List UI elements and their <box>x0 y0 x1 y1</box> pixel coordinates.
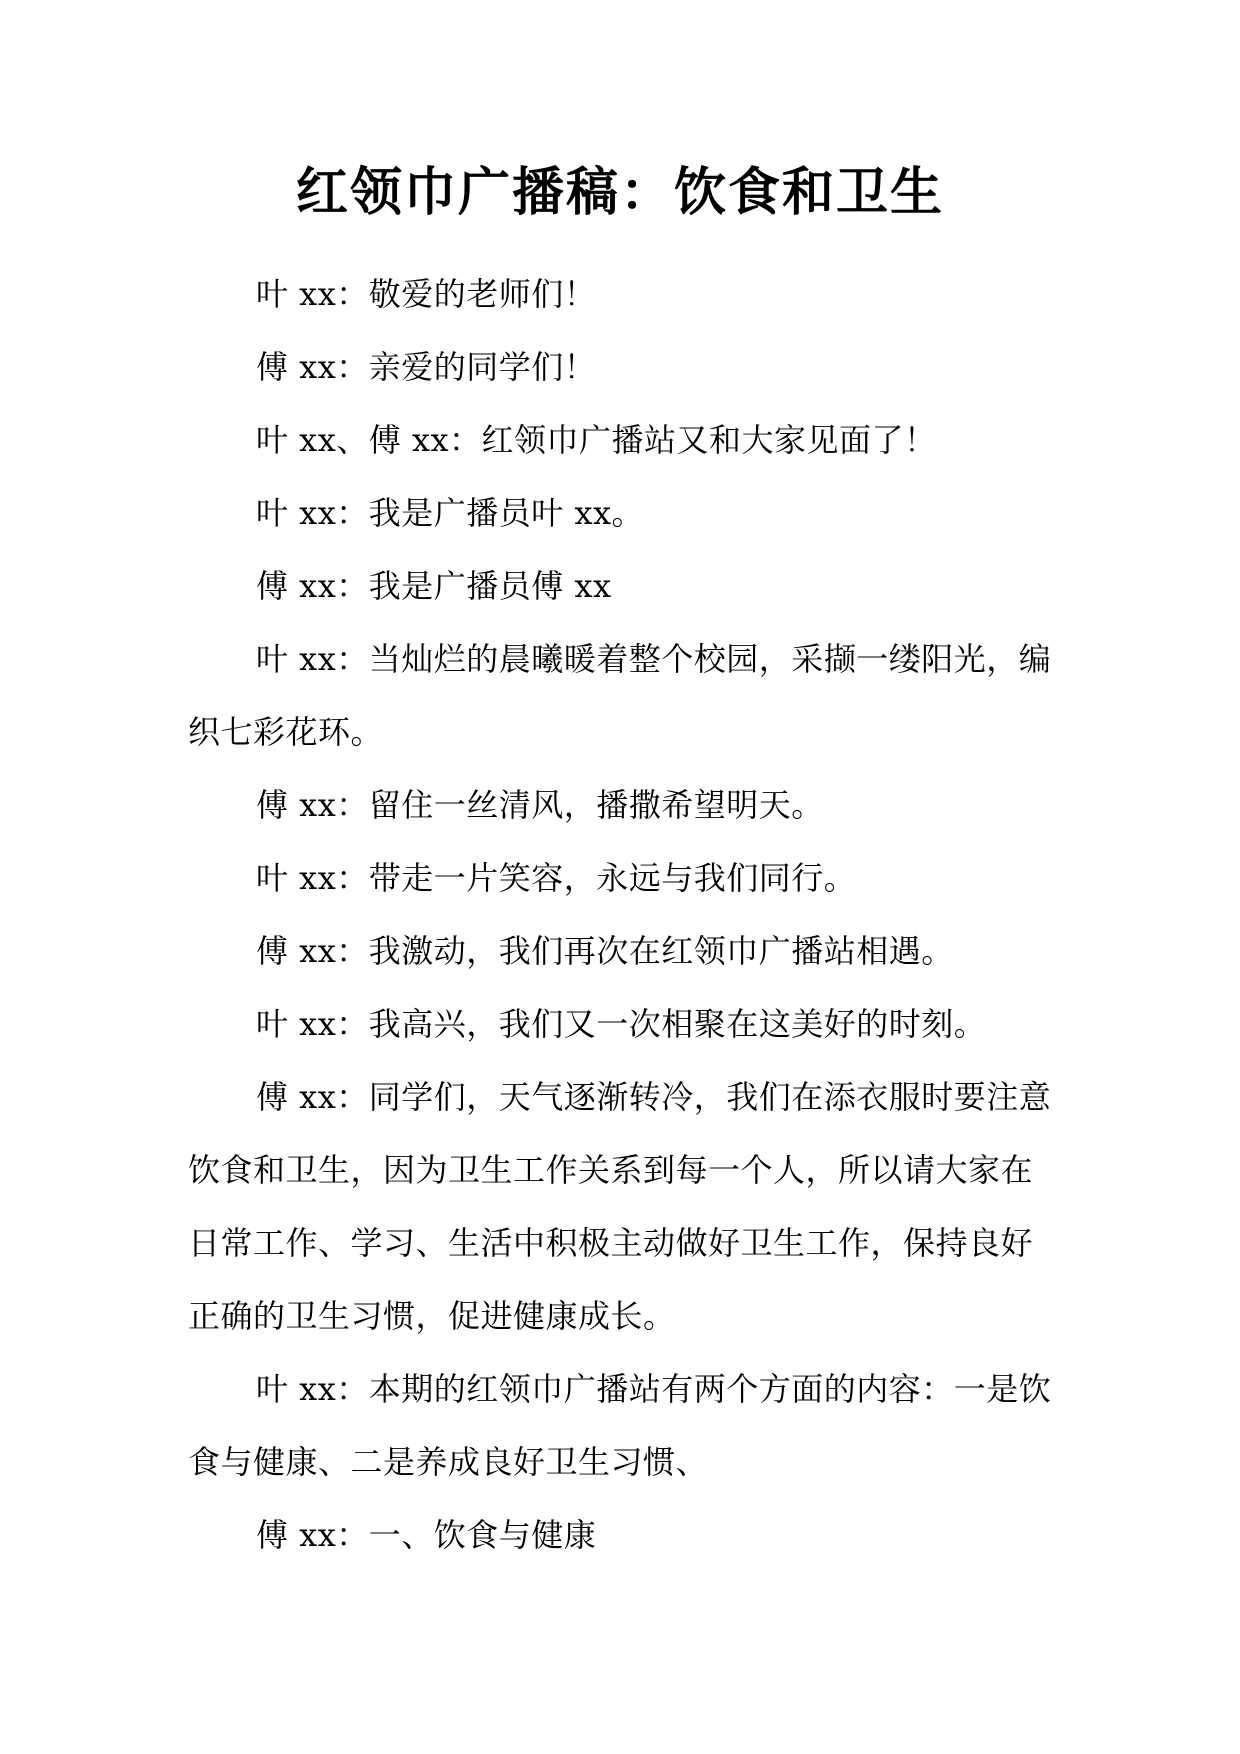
paragraph: 叶 xx：当灿烂的晨曦暖着整个校园，采撷一缕阳光，编织七彩花环。 <box>188 640 1052 751</box>
document-body <box>188 258 1052 1572</box>
paragraph: 傅 xx：我是广播员傅 xx <box>256 567 612 605</box>
paragraph: 叶 xx：本期的红领巾广播站有两个方面的内容：一是饮食与健康、二是养成良好卫生习惯、 <box>188 1370 1052 1481</box>
paragraph: 傅 xx：我激动，我们再次在红领巾广播站相遇。 <box>256 932 954 970</box>
paragraph: 叶 xx：敬爱的老师们！ <box>256 275 597 313</box>
paragraph: 叶 xx、傅 xx：红领巾广播站又和大家见面了！ <box>256 421 937 459</box>
paragraph: 叶 xx：我高兴，我们又一次相聚在这美好的时刻。 <box>256 1005 987 1043</box>
document-title: 红领巾广播稿：饮食和卫生 <box>295 163 944 223</box>
paragraph: 傅 xx：一、饮食与健康 <box>256 1516 597 1554</box>
paragraph: 叶 xx：带走一片笑容，永远与我们同行。 <box>256 859 857 897</box>
paragraph: 傅 xx：亲爱的同学们！ <box>256 348 597 386</box>
paragraph: 傅 xx：留住一丝清风，播撒希望明天。 <box>256 786 824 824</box>
paragraph: 叶 xx：我是广播员叶 xx。 <box>256 494 645 532</box>
paragraph: 傅 xx：同学们，天气逐渐转冷，我们在添衣服时要注意饮食和卫生，因为卫生工作关系到每一个人，所以请大家在日常工作、学习、生活中积极主动做好卫生工作，保持良好正确的卫生习惯，促进健康成长。 <box>188 1078 1052 1335</box>
